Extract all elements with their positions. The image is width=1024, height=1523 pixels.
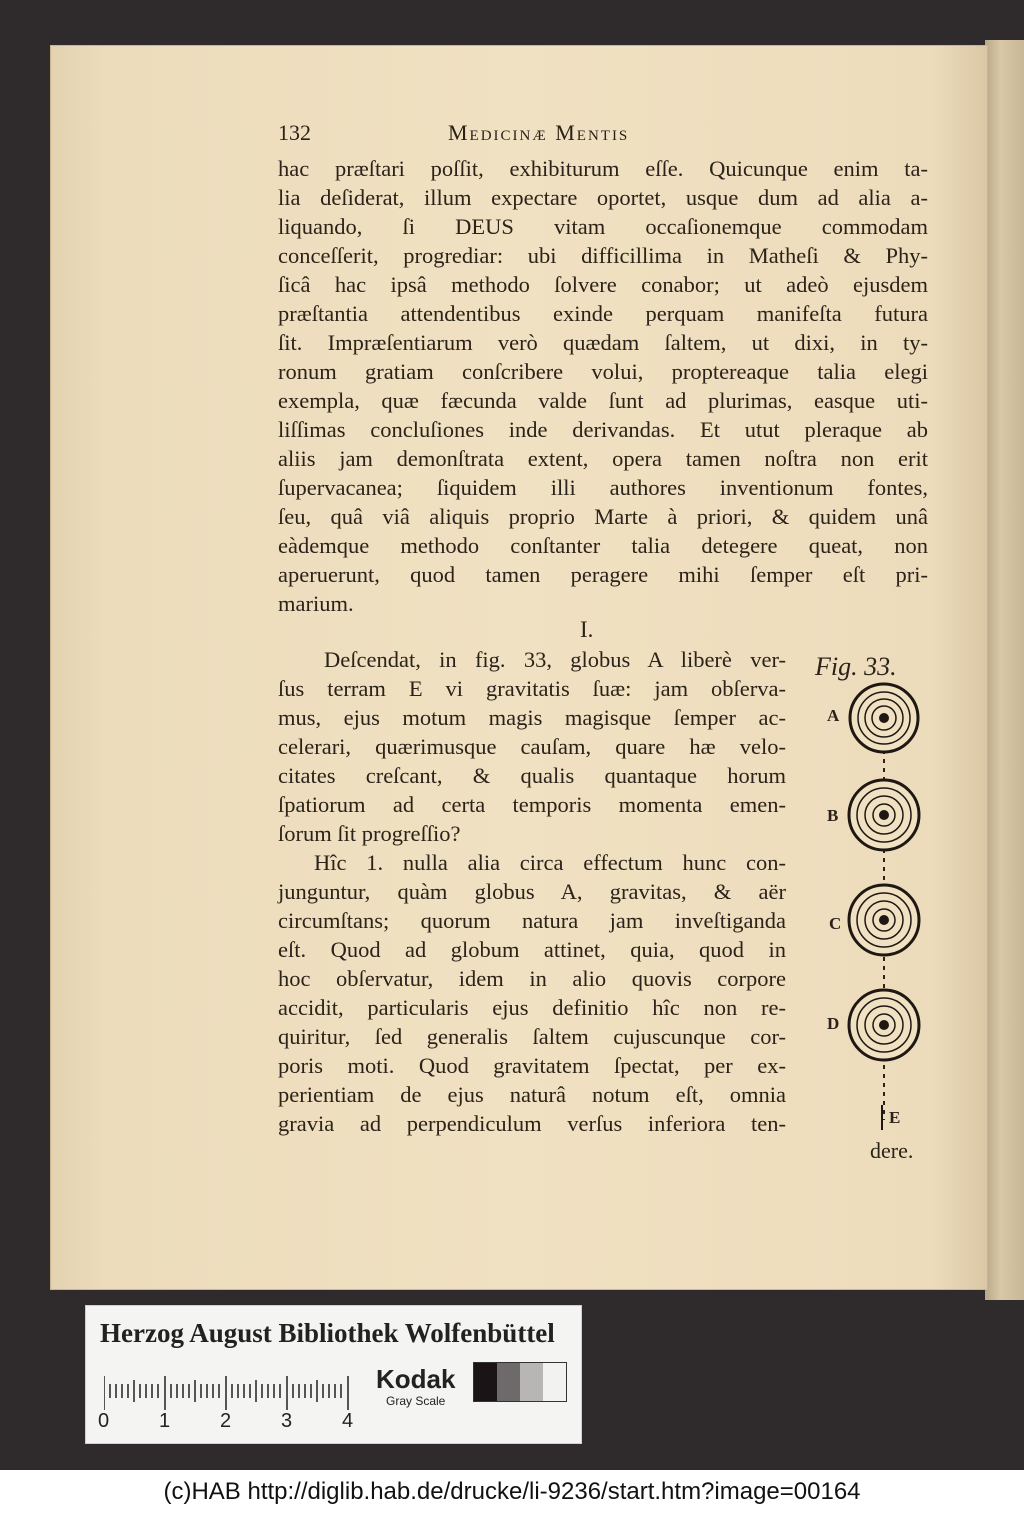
figure-letter-a: A — [827, 706, 840, 725]
text-line: hac præſtari poſſit, exhibiturum eſſe. Quicunque enim ta- — [278, 156, 928, 181]
text-line: aliis jam demonſtrata extent, opera tamen noſtra non erit — [278, 446, 928, 471]
globe-d — [849, 990, 919, 1060]
text-line: ſpatiorum ad certa temporis momenta emen- — [278, 792, 786, 817]
page-header — [278, 120, 928, 150]
figure-letter-b: B — [827, 806, 839, 825]
swatch-white — [543, 1363, 566, 1401]
text-line: quiritur, ſed generalis ſaltem cujuscunque cor- — [278, 1024, 786, 1049]
text-line: conceſſerit, progrediar: ubi difficillima in Matheſi & Phy- — [278, 243, 928, 268]
ruler-number: 2 — [220, 1410, 232, 1432]
text-line: circumſtans; quorum natura jam inveſtiganda — [278, 908, 786, 933]
catchword: dere. — [870, 1138, 914, 1163]
text-line: eàdemque methodo conſtanter talia detegere queat, non — [278, 533, 928, 558]
text-line: gravia ad perpendiculum verſus inferiora ten- — [278, 1111, 786, 1136]
ruler-number: 3 — [281, 1410, 293, 1432]
figure-label: Fig. 33. — [815, 652, 897, 681]
facing-page-edge — [985, 40, 1024, 1300]
ruler-ticks — [104, 1376, 354, 1410]
swatch-light-gray — [520, 1363, 543, 1401]
figure-letter-e: E — [889, 1108, 901, 1127]
text-line: ronum gratiam conſcribere volui, proptereaque talia elegi — [278, 359, 928, 384]
text-line: ſeu, quâ viâ aliquis proprio Marte à priori, & quidem unâ — [278, 504, 928, 529]
globe-b — [849, 780, 919, 850]
running-title: Medicinæ Mentis — [448, 120, 630, 145]
text-line: aperuerunt, quod tamen peragere mihi ſemper eſt pri- — [278, 562, 928, 587]
text-line: ſorum ſit progreſſio? — [278, 821, 461, 846]
text-line: hoc obſervatur, idem in alio quovis corpore — [278, 966, 786, 991]
text-line: exempla, quæ fæcunda valde ſunt ad plurimas, easque uti- — [278, 388, 928, 413]
text-line: perientiam de ejus naturâ notum eſt, omnia — [278, 1082, 786, 1107]
page-number: 132 — [278, 120, 311, 145]
column-paragraph — [278, 645, 786, 1138]
text-line: Hîc 1. nulla alia circa effectum hunc con- — [314, 850, 786, 875]
ruler-number: 1 — [159, 1410, 171, 1432]
library-color-card — [85, 1305, 582, 1444]
globe-a — [850, 684, 918, 752]
ruler-number: 0 — [98, 1410, 110, 1432]
text-line: junguntur, quàm globus A, gravitas, & aër — [278, 879, 786, 904]
swatch-dark-gray — [497, 1363, 520, 1401]
gray-swatches — [473, 1362, 567, 1402]
text-line: celerari, quærimusque cauſam, quare hæ velo- — [278, 734, 786, 759]
swatch-black — [474, 1363, 497, 1401]
falling-globe-figure — [815, 680, 935, 1150]
text-line: liſſimas concluſiones inde derivandas. Et utut pleraque ab — [278, 417, 928, 442]
text-line: accidit, particularis ejus definitio hîc non re- — [278, 995, 786, 1020]
library-name: Herzog August Bibliothek Wolfenbüttel — [100, 1318, 555, 1348]
text-line: lia deſiderat, illum expectare oportet, usque dum ad alia a- — [278, 185, 928, 210]
ruler-number: 4 — [342, 1410, 354, 1432]
text-line: eſt. Quod ad globum attinet, quia, quod in — [278, 937, 786, 962]
kodak-brand: Kodak — [376, 1364, 456, 1394]
figure-letter-c: C — [829, 914, 842, 933]
ruler-numbers — [98, 1410, 368, 1434]
text-line: mus, ejus motum magis magisque ſemper ac- — [278, 705, 786, 730]
text-line: ſicâ hac ipsâ methodo ſolvere conabor; ut adeò ejusdem — [278, 272, 928, 297]
text-line: citates creſcant, & qualis quantaque horum — [278, 763, 786, 788]
globe-c — [849, 885, 919, 955]
gray-scale-label: Gray Scale — [386, 1394, 446, 1408]
text-line: ſit. Impræſentiarum verò quædam ſaltem, ut dixi, in ty- — [278, 330, 928, 355]
text-line: liquando, ſi DEUS vitam occaſionemque commodam — [278, 214, 928, 239]
text-line: ſupervacanea; ſiquidem illi authores inventionum fontes, — [278, 475, 928, 500]
figure-letter-d: D — [827, 1014, 840, 1033]
text-line: Deſcendat, in fig. 33, globus A liberè ver- — [324, 647, 786, 672]
text-line: poris moti. Quod gravitatem ſpectat, per ex- — [278, 1053, 786, 1078]
text-line: marium. — [278, 591, 354, 616]
section-number: I. — [580, 617, 594, 642]
text-line: præſtantia attendentibus exinde perquam manifeſta futura — [278, 301, 928, 326]
text-line: ſus terram E vi gravitatis ſuæ: jam obſerva- — [278, 676, 786, 701]
copyright-url: (c)HAB http://diglib.hab.de/drucke/li-9236/start.htm?image=00164 — [163, 1478, 861, 1505]
body-paragraph — [278, 154, 928, 618]
